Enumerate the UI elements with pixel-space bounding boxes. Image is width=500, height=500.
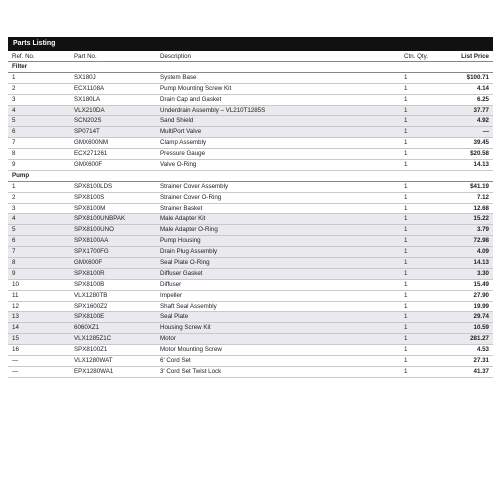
section-header: [8, 62, 493, 73]
column-header-row: [8, 51, 493, 62]
table-row: [8, 182, 493, 193]
cell-desc: Pump Mounting Screw Kit: [160, 84, 232, 92]
cell-price: 6.25: [476, 95, 489, 103]
cell-part: SCN202S: [74, 117, 102, 125]
cell-part: SX180LA: [74, 95, 101, 103]
cell-desc: Male Adapter O-Ring: [160, 226, 218, 234]
cell-qty: 1: [404, 302, 408, 310]
cell-ref: 6: [12, 237, 16, 245]
col-qty-header: Ctn. Qty.: [404, 53, 428, 60]
cell-qty: 1: [404, 324, 408, 332]
cell-ref: 8: [12, 150, 16, 158]
cell-part: SPX1700FG: [74, 248, 109, 256]
table-row: [8, 334, 493, 345]
cell-price: 12.68: [473, 204, 489, 212]
cell-desc: 3' Cord Set Twist Lock: [160, 367, 222, 375]
cell-desc: Sand Shield: [160, 117, 194, 125]
cell-price: 39.45: [473, 139, 489, 147]
cell-part: SPX8100B: [74, 280, 105, 288]
cell-ref: 6: [12, 128, 16, 136]
cell-price: 4.09: [476, 248, 489, 256]
cell-qty: 1: [404, 161, 408, 169]
cell-desc: Seal Plate: [160, 313, 189, 321]
cell-ref: 13: [12, 313, 19, 321]
cell-ref: 10: [12, 280, 19, 288]
section-label: Filter: [12, 63, 28, 70]
cell-qty: 1: [404, 215, 408, 223]
cell-ref: —: [12, 357, 19, 365]
cell-ref: 7: [12, 139, 16, 147]
cell-desc: MultiPort Valve: [160, 128, 202, 136]
table-row: [8, 247, 493, 258]
cell-desc: Motor Mounting Screw: [160, 346, 222, 354]
cell-part: VLX1285Z1C: [74, 335, 112, 343]
table-row: [8, 84, 493, 95]
cell-desc: Diffuser Gasket: [160, 269, 203, 277]
cell-part: VLX210DA: [74, 106, 105, 114]
table-row: [8, 280, 493, 291]
cell-price: 29.74: [473, 313, 489, 321]
cell-price: 15.49: [473, 280, 489, 288]
cell-part: SPX8100R: [74, 269, 105, 277]
cell-part: SX180J: [74, 73, 96, 81]
table-row: [8, 312, 493, 323]
cell-desc: Strainer Basket: [160, 204, 203, 212]
cell-price: $41.19: [470, 182, 489, 190]
cell-desc: Strainer Cover O-Ring: [160, 193, 222, 201]
parts-listing-title: Parts Listing: [8, 37, 493, 51]
cell-ref: 9: [12, 161, 16, 169]
table-row: [8, 258, 493, 269]
table-row: [8, 106, 493, 117]
table-row: [8, 302, 493, 313]
cell-part: ECX271261: [74, 150, 108, 158]
cell-desc: Underdrain Assembly – VL210T1285S: [160, 106, 266, 114]
cell-qty: 1: [404, 335, 408, 343]
cell-part: SPX8100M: [74, 204, 106, 212]
cell-part: SPX8100LDS: [74, 182, 113, 190]
table-row: [8, 95, 493, 106]
table-row: [8, 323, 493, 334]
cell-ref: 9: [12, 269, 16, 277]
cell-qty: 1: [404, 193, 408, 201]
cell-price: 19.99: [473, 302, 489, 310]
cell-price: 10.59: [473, 324, 489, 332]
cell-part: VLX1280TB: [74, 291, 108, 299]
cell-ref: 15: [12, 335, 19, 343]
table-row: [8, 138, 493, 149]
cell-part: GMX600NM: [74, 139, 109, 147]
cell-qty: 1: [404, 117, 408, 125]
table-row: [8, 291, 493, 302]
cell-qty: 1: [404, 357, 408, 365]
cell-qty: 1: [404, 106, 408, 114]
cell-price: 27.90: [473, 291, 489, 299]
cell-ref: 5: [12, 226, 16, 234]
parts-table-body: [8, 62, 493, 378]
cell-qty: 1: [404, 182, 408, 190]
cell-price: 14.13: [473, 259, 489, 267]
col-price-header: List Price: [461, 53, 489, 60]
cell-price: 14.13: [473, 161, 489, 169]
cell-desc: Drain Plug Assembly: [160, 248, 218, 256]
cell-price: 41.37: [473, 367, 489, 375]
table-row: [8, 225, 493, 236]
cell-ref: 3: [12, 204, 16, 212]
cell-price: 15.22: [473, 215, 489, 223]
cell-price: 3.30: [476, 269, 489, 277]
cell-desc: Pressure Gauge: [160, 150, 206, 158]
cell-part: GMX600F: [74, 259, 103, 267]
cell-part: SPX8100AA: [74, 237, 109, 245]
cell-price: 3.79: [476, 226, 489, 234]
cell-ref: 11: [12, 291, 19, 299]
cell-price: 4.14: [476, 84, 489, 92]
cell-price: 4.92: [476, 117, 489, 125]
cell-qty: 1: [404, 128, 408, 136]
cell-desc: Housing Screw Kit: [160, 324, 211, 332]
cell-part: GMX600F: [74, 161, 103, 169]
cell-desc: Drain Cap and Gasket: [160, 95, 222, 103]
cell-ref: 14: [12, 324, 19, 332]
cell-desc: Strainer Cover Assembly: [160, 182, 229, 190]
cell-price: —: [482, 128, 489, 136]
cell-qty: 1: [404, 226, 408, 234]
cell-qty: 1: [404, 367, 408, 375]
cell-part: 6060XZ1: [74, 324, 100, 332]
cell-part: SPX1600Z2: [74, 302, 108, 310]
cell-ref: 5: [12, 117, 16, 125]
table-row: [8, 345, 493, 356]
col-ref-header: Ref. No.: [12, 53, 35, 60]
cell-desc: Pump Housing: [160, 237, 201, 245]
cell-price: $100.71: [466, 73, 489, 81]
cell-price: 281.27: [470, 335, 489, 343]
table-row: [8, 73, 493, 84]
cell-desc: Male Adapter Kit: [160, 215, 206, 223]
cell-desc: 6' Cord Set: [160, 357, 191, 365]
cell-qty: 1: [404, 237, 408, 245]
cell-price: 72.98: [473, 237, 489, 245]
cell-qty: 1: [404, 204, 408, 212]
cell-qty: 1: [404, 291, 408, 299]
cell-ref: 4: [12, 106, 16, 114]
cell-ref: 2: [12, 84, 16, 92]
cell-qty: 1: [404, 95, 408, 103]
cell-desc: Impeller: [160, 291, 183, 299]
col-desc-header: Description: [160, 53, 191, 60]
cell-part: VLX1280WAT: [74, 357, 113, 365]
cell-part: ECX1108A: [74, 84, 105, 92]
cell-desc: Valve O-Ring: [160, 161, 197, 169]
cell-qty: 1: [404, 280, 408, 288]
table-row: [8, 204, 493, 215]
table-row: [8, 116, 493, 127]
cell-desc: Seal Plate O-Ring: [160, 259, 210, 267]
cell-desc: System Base: [160, 73, 197, 81]
cell-qty: 1: [404, 150, 408, 158]
cell-ref: 12: [12, 302, 19, 310]
table-row: [8, 236, 493, 247]
cell-ref: 1: [12, 73, 16, 81]
cell-price: 27.31: [473, 357, 489, 365]
col-part-header: Part No.: [74, 53, 97, 60]
cell-qty: 1: [404, 248, 408, 256]
cell-price: 37.77: [473, 106, 489, 114]
cell-price: $20.58: [470, 150, 489, 158]
parts-listing: [8, 37, 493, 378]
table-row: [8, 160, 493, 171]
cell-part: SPX8100UNBPAK: [74, 215, 126, 223]
table-row: [8, 149, 493, 160]
table-row: [8, 269, 493, 280]
cell-ref: 4: [12, 215, 16, 223]
cell-ref: 2: [12, 193, 16, 201]
section-label: Pump: [12, 171, 30, 179]
cell-ref: 16: [12, 346, 19, 354]
cell-part: SPX8100S: [74, 193, 105, 201]
cell-qty: 1: [404, 313, 408, 321]
cell-desc: Diffuser: [160, 280, 182, 288]
cell-qty: 1: [404, 346, 408, 354]
cell-part: SP0714T: [74, 128, 100, 136]
cell-desc: Shaft Seal Assembly: [160, 302, 217, 310]
table-row: [8, 356, 493, 367]
table-row: [8, 127, 493, 138]
cell-ref: 8: [12, 259, 16, 267]
cell-part: SPX8100UNO: [74, 226, 114, 234]
table-row: [8, 367, 493, 378]
cell-desc: Motor: [160, 335, 176, 343]
table-row: [8, 214, 493, 225]
table-row: [8, 193, 493, 204]
cell-part: SPX8100E: [74, 313, 105, 321]
cell-ref: 3: [12, 95, 16, 103]
cell-price: 7.12: [476, 193, 489, 201]
cell-qty: 1: [404, 73, 408, 81]
cell-qty: 1: [404, 84, 408, 92]
cell-ref: 7: [12, 248, 16, 256]
cell-ref: —: [12, 367, 19, 375]
cell-qty: 1: [404, 269, 408, 277]
cell-part: SPX8100Z1: [74, 346, 108, 354]
cell-part: EPX1280WA1: [74, 367, 114, 375]
cell-price: 4.53: [476, 346, 489, 354]
cell-ref: 1: [12, 182, 16, 190]
cell-qty: 1: [404, 259, 408, 267]
section-header: [8, 171, 493, 182]
cell-desc: Clamp Assembly: [160, 139, 207, 147]
cell-qty: 1: [404, 139, 408, 147]
